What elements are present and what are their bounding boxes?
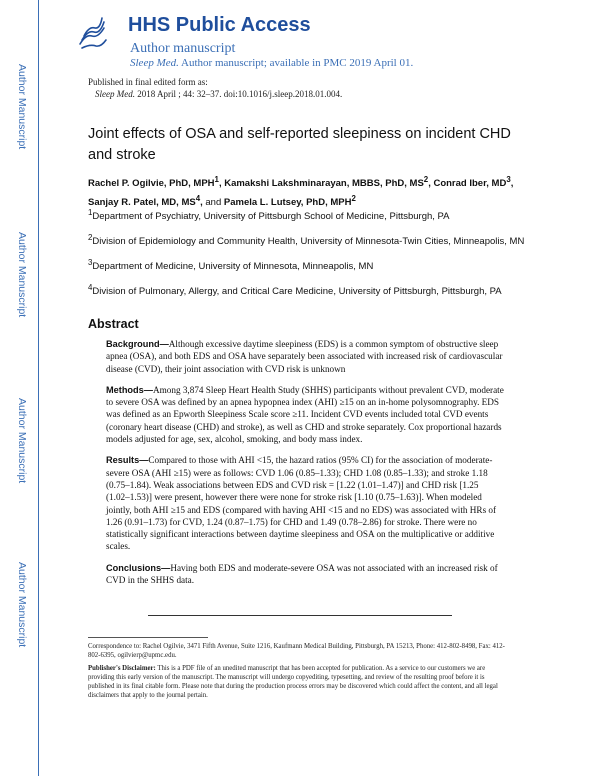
author-affiliation-sup: 1 <box>214 175 219 184</box>
author-affiliation-sup: 4 <box>195 194 201 204</box>
side-label-author-manuscript: Author Manuscript <box>16 232 28 318</box>
affiliation-text: Department of Psychiatry, University of Pittsburgh School of Medicine, Pittsburgh, PA <box>92 211 450 223</box>
correspondence-note: Correspondence to: Rachel Ogilvie, 3471 Fifth Avenue, Suite 1216, Kaufmann Medical Building, Pittsburgh, PA 15213, Phone: 412-802-8498, Fax: 412-802-6395, ogilvierp@upmc.edu. <box>88 643 505 659</box>
author-name: Pamela L. Lutsey, PhD, MPH <box>223 197 352 209</box>
abstract-heading: Abstract <box>88 317 139 331</box>
section-text: Having both EDS and moderate-severe OSA was not associated with an increased risk of CVD in the SHHS data. <box>106 562 498 586</box>
disclaimer-text: This is a PDF file of an unedited manuscript that has been accepted for publication. As a service to our customers we are providing this early version of the manuscript. The manuscript will undergo copyediting, typesetting, and review of the resulting proof before it is published in its final citable form. Please note that during the production process errors may be discovered which could affect the content, and all legal disclaimers that apply to the journal pertain. <box>88 665 498 699</box>
citation-details: 2018 April ; 44: 32–37. doi:10.1016/j.sleep.2018.01.004. <box>137 89 343 99</box>
affiliation-text: Division of Epidemiology and Community Health, University of Minnesota-Twin Cities, Minneapolis, MN <box>92 236 525 248</box>
side-label-author-manuscript: Author Manuscript <box>16 398 28 484</box>
author-name: Conrad Iber, MD <box>433 178 507 190</box>
section-text: Compared to those with AHI <15, the hazard ratios (95% CI) for the association of moderate-severe OSA (AHI ≥15) were as follows: CVD 1.06 (0.85–1.33); CHD 1.08 (0.85–1.33); and stroke 1.18 (0.75–1.84). Weak associations between EDS and CVD risk = [1.22 (1.01–1.47)] and CHD risk [1.25 (1.02–1.53)] were present, however there were none for stroke risk [1.10 (0.75–1.63)]. When modeled jointly, both AHI ≥15 and EDS (compared with having AHI <15 and no EDS) was associated with HRs of 1.26 (0.91–1.73) for CVD, 1.24 (0.87–1.75) for CHD and 1.49 (0.78–2.86) for stroke. There were no statistically significant interactions between daytime sleepiness and OSA on the multiplicative or additive scales. <box>106 455 497 552</box>
availability-line <box>130 57 413 69</box>
affiliation-sup: 2 <box>88 233 93 243</box>
author-list: Rachel P. Ogilvie, PhD, MPH$^1$, Kamakshi Lakshminarayan, MBBS, PhD, $MS^2$, Conrad Iber, $MD^3$, Sanjay R. Patel, MD, $MS^4$, and Pamela L. Lutsey, PhD, MPH$^2$ <box>88 175 514 209</box>
affiliation-item <box>88 256 528 273</box>
hhs-eagle-logo <box>76 14 108 52</box>
footnotes <box>88 642 512 704</box>
sidebar-divider <box>38 0 39 776</box>
text-underline <box>148 615 452 616</box>
author-manuscript-subtitle: Author manuscript <box>130 41 236 56</box>
affiliation-item <box>88 281 528 298</box>
published-in-label: Published in final edited form as: <box>88 77 208 87</box>
publisher-disclaimer <box>88 664 512 700</box>
citation-line <box>88 88 342 100</box>
citation-journal: Sleep Med. <box>95 89 135 99</box>
author-name: Sanjay R. Patel, MD, MS <box>88 197 196 209</box>
author-name: Rachel P. Ogilvie, PhD, MPH <box>88 178 215 190</box>
author-affiliation-sup: 2 <box>423 175 429 184</box>
section-text: Although excessive daytime sleepiness (EDS) is a common symptom of obstructive sleep apnea (OSA), and both EDS and OSA have separately been associated with increased risk of cardiovascular disease (CVD), their joint association with CVD risk is unknown <box>106 339 503 374</box>
abstract-methods <box>106 384 504 445</box>
section-label: Results— <box>106 455 149 466</box>
section-text: Among 3,874 Sleep Heart Health Study (SHHS) participants without prevalent CVD, moderate to severe OSA was defined by an apnea hypopnea index (AHI) ≥15 on an in-home polysomnography. EDS was defined as an Epworth Sleepiness Scale score ≥11. Incident CVD events included total CVD events (coronary heart disease (CHD) and stroke), as well as CHD and stroke separately. Cox proportional hazards models adjusted for age, sex, alcohol, smoking, and body mass index. <box>106 384 504 445</box>
publication-info <box>88 76 342 100</box>
author-affiliation-sup: 3 <box>506 175 511 184</box>
affiliation-sup: 4 <box>88 283 93 293</box>
availability-text: Author manuscript; available in PMC 2019 April 01. <box>181 57 414 69</box>
abstract-background <box>106 338 504 375</box>
affiliation-list <box>88 206 528 307</box>
journal-name: Sleep Med. <box>130 57 179 69</box>
side-label-author-manuscript: Author Manuscript <box>16 64 28 150</box>
affiliation-text: Department of Medicine, University of Minnesota, Minneapolis, MN <box>92 261 374 273</box>
affiliation-sup: 3 <box>88 258 93 268</box>
author-joiner: and <box>205 197 222 209</box>
paper-title: Joint effects of OSA and self-reported sleepiness on incident CHD and stroke <box>88 126 511 163</box>
section-label: Conclusions— <box>106 562 171 573</box>
author-affiliation-sup: 2 <box>351 194 356 204</box>
affiliation-sup: 1 <box>88 208 93 217</box>
disclaimer-label: Publisher's Disclaimer: <box>88 665 156 672</box>
section-label: Methods— <box>106 384 153 395</box>
footnote-divider <box>88 637 208 638</box>
affiliation-item <box>88 206 528 223</box>
author-name: Kamakshi Lakshminarayan, MBBS, PhD, MS <box>224 178 424 190</box>
hhs-public-access-title: HHS Public Access <box>128 14 311 36</box>
affiliation-item <box>88 231 528 248</box>
abstract-body <box>106 338 504 595</box>
affiliation-text: Division of Pulmonary, Allergy, and Critical Care Medicine, University of Pittsburgh, Pittsburgh, PA <box>92 286 502 298</box>
section-label: Background— <box>106 339 169 349</box>
abstract-conclusions <box>106 562 504 587</box>
side-label-author-manuscript: Author Manuscript <box>16 562 28 648</box>
abstract-results <box>106 454 504 552</box>
